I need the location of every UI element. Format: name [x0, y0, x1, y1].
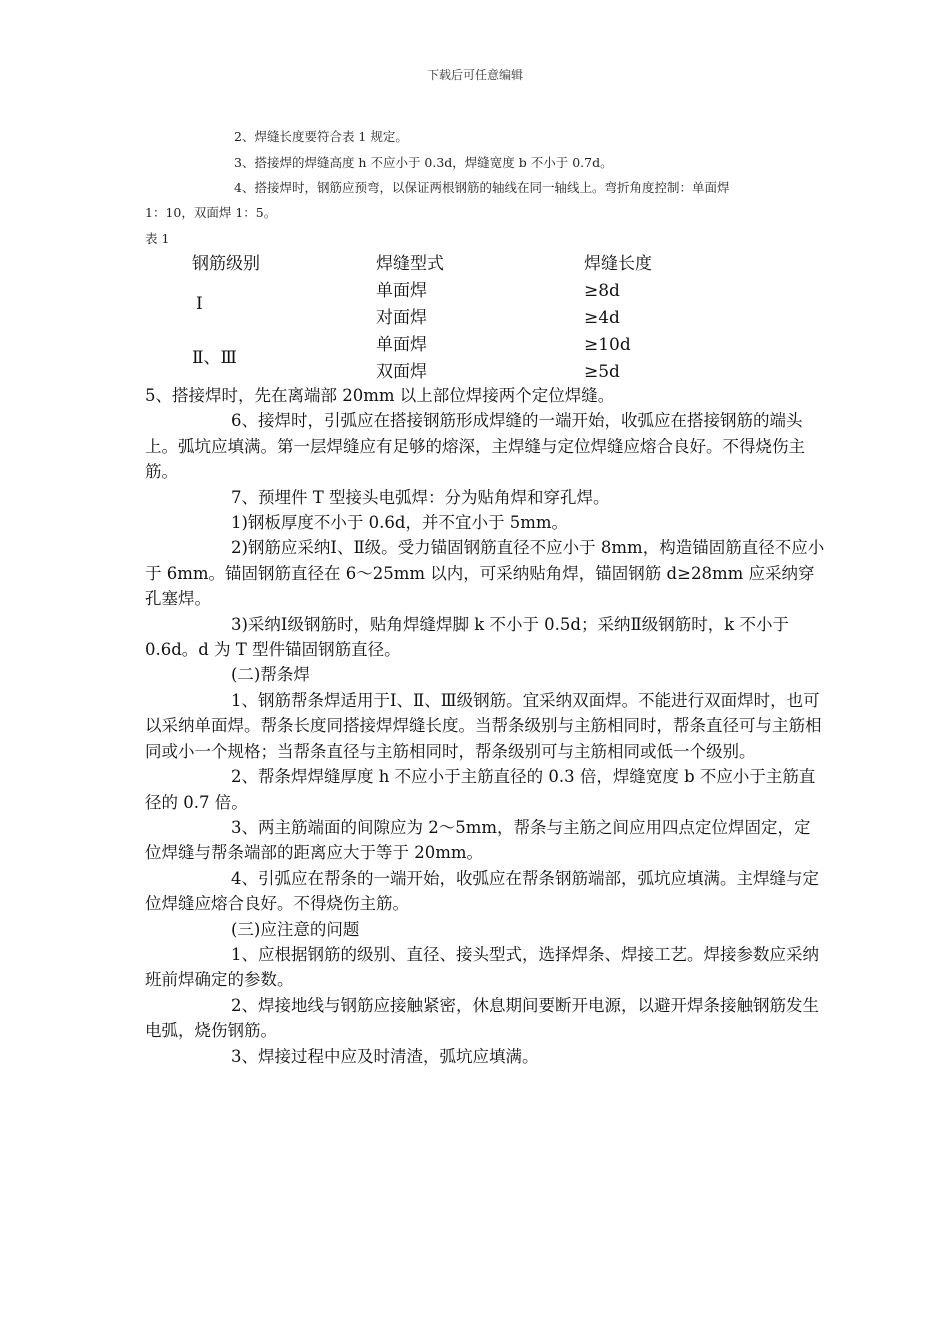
paragraph: 3、焊接过程中应及时清渣，弧坑应填满。 [231, 1046, 539, 1066]
table-weld-length: ≥10d [584, 335, 631, 355]
note-line: 3、搭接焊的焊缝高度 h 不应小于 0.3d，焊缝宽度 b 不小于 0.7d。 [234, 155, 613, 170]
page-header: 下载后可任意编辑 [426, 68, 523, 82]
paragraph: 2、焊接地线与钢筋应接触紧密，休息期间要断开电源，以避开焊条接触钢筋发生电弧，烧伤钢筋。 [145, 995, 819, 1041]
table-grade: Ⅱ、Ⅲ [192, 348, 237, 368]
table-weld-type: 对面焊 [376, 308, 427, 328]
paragraph: 1)钢板厚度不小于 0.6d，并不宜小于 5mm。 [231, 513, 569, 533]
table-weld-type: 双面焊 [376, 362, 427, 382]
table-weld-type: 单面焊 [376, 281, 427, 301]
table-caption: 表 1 [145, 231, 170, 246]
note-line: 2、焊缝长度要符合表 1 规定。 [234, 129, 408, 144]
paragraph: 2)钢筋应采纳Ⅰ、Ⅱ级。受力锚固钢筋直径不应小于 8mm，构造锚固筋直径不应小于 6mm。锚固钢筋直径在 6～25mm 以内，可采纳贴角焊，锚固钢筋 d≥28mm 应采纳穿孔塞焊。 [145, 538, 825, 609]
paragraph: 7、预埋件 T 型接头电弧焊：分为贴角焊和穿孔焊。 [231, 487, 610, 507]
table-weld-type: 单面焊 [376, 335, 427, 355]
table-weld-length: ≥5d [584, 362, 620, 382]
paragraph: 5、搭接焊时，先在离端部 20mm 以上部位焊接两个定位焊缝。 [145, 386, 615, 405]
paragraph: 1、应根据钢筋的级别、直径、接头型式，选择焊条、焊接工艺。焊接参数应采纳班前焊确定的参数。 [145, 944, 819, 990]
table-header-grade: 钢筋级别 [192, 254, 260, 274]
table-header-type: 焊缝型式 [376, 254, 444, 274]
paragraph: 3、两主筋端面的间隙应为 2～5mm，帮条与主筋之间应用四点定位焊固定，定位焊缝与帮条端部的距离应大于等于 20mm。 [145, 817, 811, 863]
note-line: 4、搭接焊时，钢筋应预弯，以保证两根钢筋的轴线在同一轴线上。弯折角度控制：单面焊 [234, 180, 730, 195]
body-text [145, 383, 825, 1069]
table-weld-length: ≥4d [584, 308, 620, 328]
paragraph: 2、帮条焊焊缝厚度 h 不应小于主筋直径的 0.3 倍，焊缝宽度 b 不应小于主筋直径的 0.7 倍。 [145, 767, 816, 812]
section-heading: (三)应注意的问题 [231, 919, 360, 939]
section-heading: (二)帮条焊 [231, 665, 310, 685]
table-grade: Ⅰ [196, 294, 203, 314]
paragraph: 3)采纳Ⅰ级钢筋时，贴角焊缝焊脚 k 不小于 0.5d；采纳Ⅱ级钢筋时，k 不小于 0.6d。d 为 T 型件锚固钢筋直径。 [145, 614, 789, 660]
paragraph: 6、接焊时，引弧应在搭接钢筋形成焊缝的一端开始，收弧应在搭接钢筋的端头上。弧坑应填满。第一层焊缝应有足够的熔深，主焊缝与定位焊缝应熔合良好。不得烧伤主筋。 [145, 411, 805, 482]
paragraph: 4、引弧应在帮条的一端开始，收弧应在帮条钢筋端部，弧坑应填满。主焊缝与定位焊缝应熔合良好。不得烧伤主筋。 [145, 868, 819, 914]
note-line: 1：10，双面焊 1：5。 [145, 205, 277, 220]
table-header-length: 焊缝长度 [584, 254, 652, 274]
paragraph: 1、钢筋帮条焊适用于Ⅰ、Ⅱ、Ⅲ级钢筋。宜采纳双面焊。不能进行双面焊时，也可以采纳单面焊。帮条长度同搭接焊焊缝长度。当帮条级别与主筋相同时，帮条直径可与主筋相同或小一个规格；当帮条直径与主筋相同时，帮条级别可与主筋相同或低一个级别。 [145, 690, 822, 761]
table-weld-length: ≥8d [584, 281, 620, 301]
